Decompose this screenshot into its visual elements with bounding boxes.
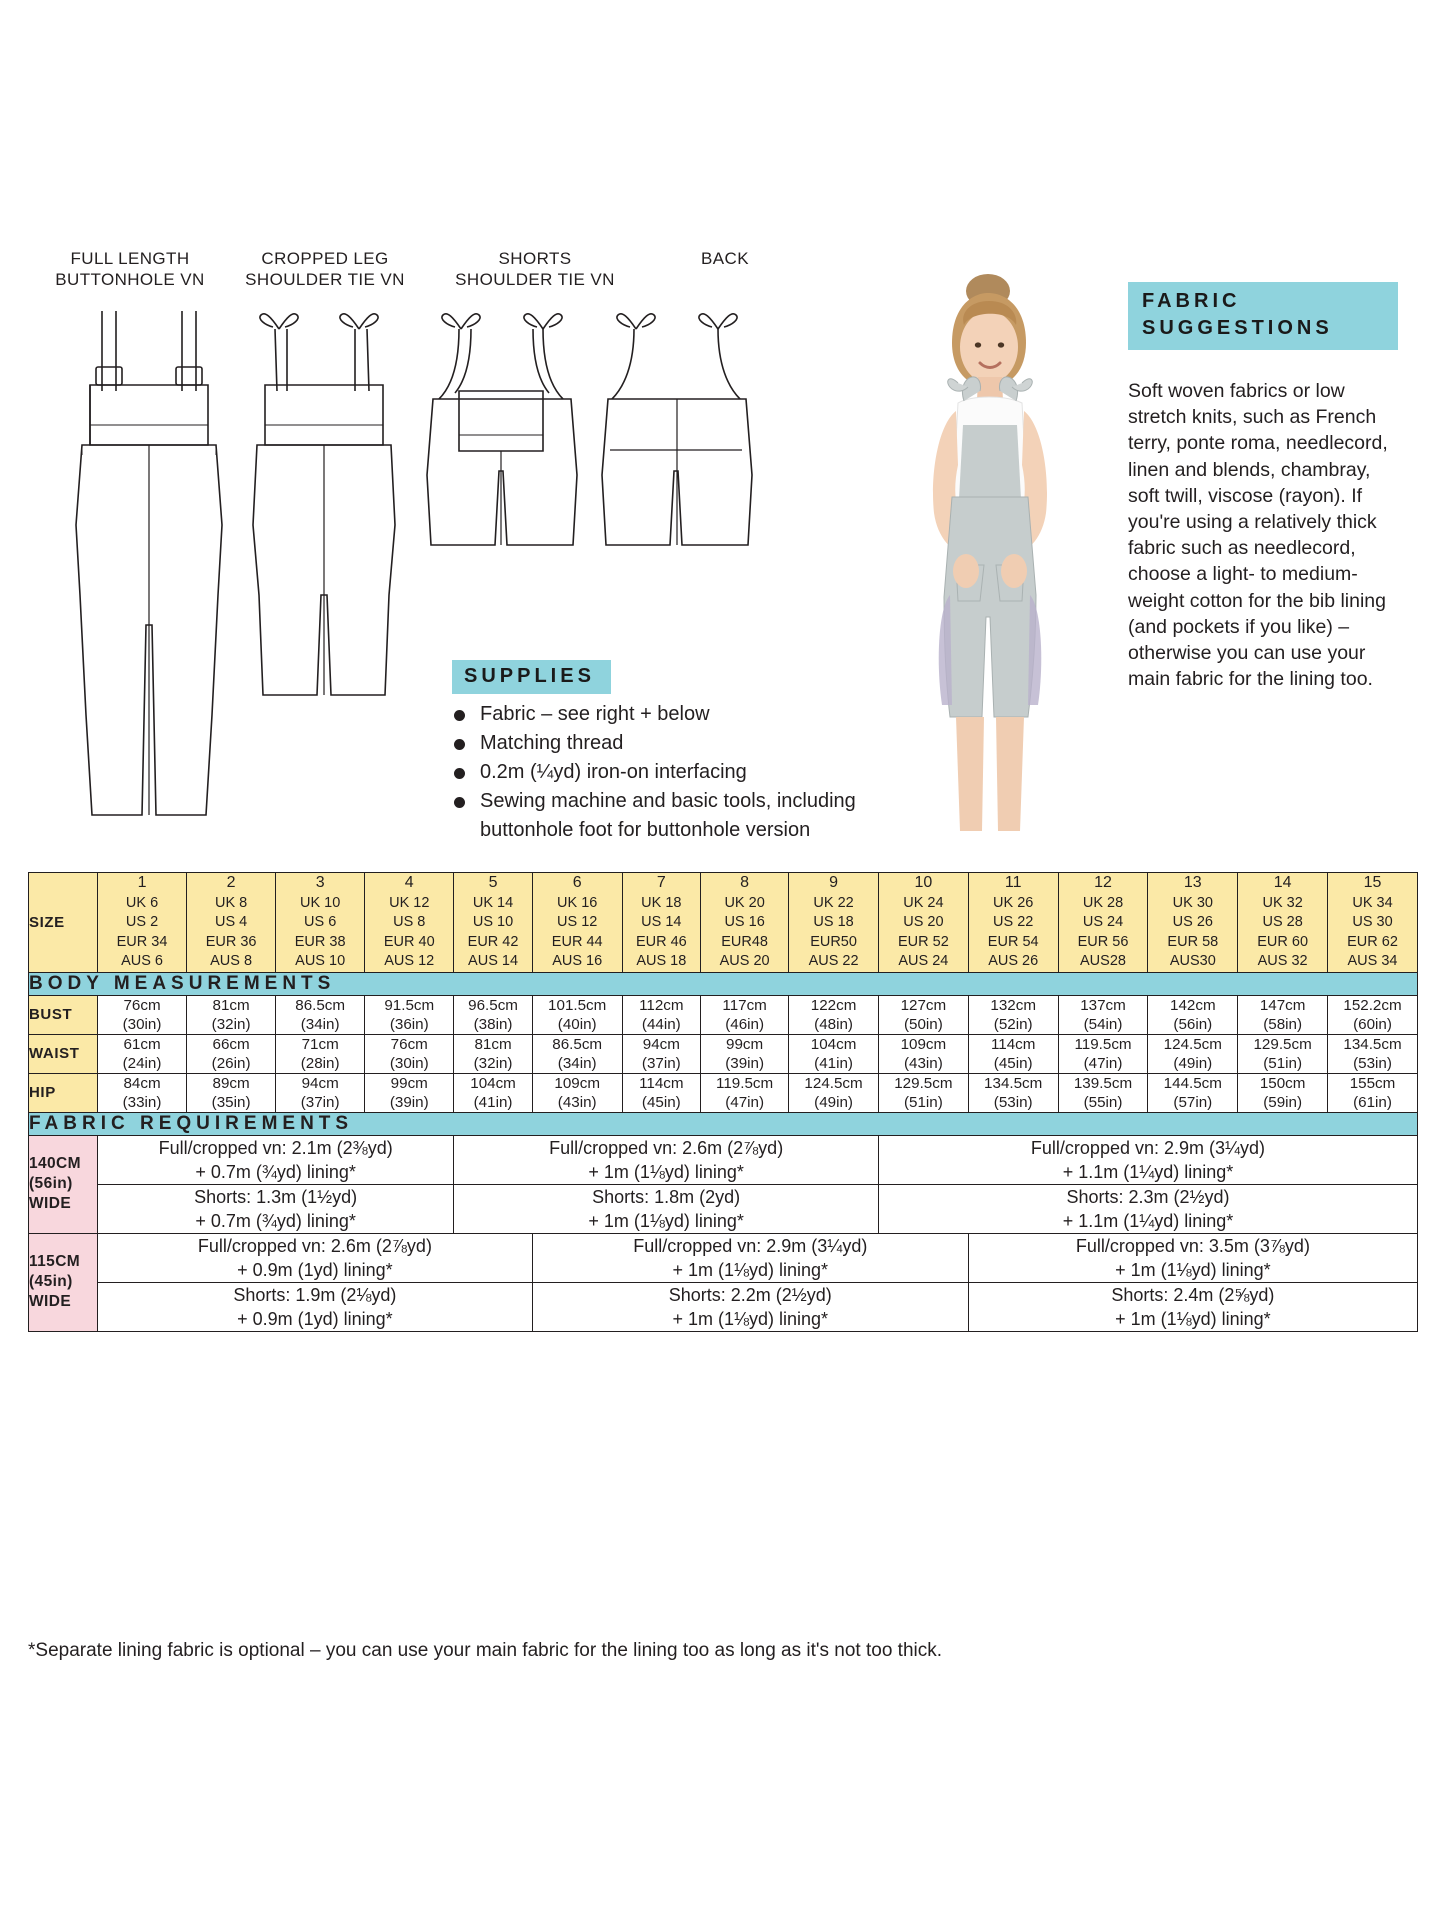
list-item: Sewing machine and basic tools, including buttonhole foot for buttonhole version [452,787,872,845]
measurement-cell: 86.5cm (34in) [532,1034,622,1073]
fabric-requirement-cell: Full/cropped vn: 3.5m (3⅞yd) + 1m (1⅛yd) lining* [968,1233,1417,1282]
fabric-suggestions-heading [1128,282,1398,350]
size-and-fabric-table [28,872,1418,1332]
measurement-cell: 104cm (41in) [454,1073,532,1112]
measurement-cell: 112cm (44in) [622,995,700,1034]
view-label-back: BACK [701,249,749,268]
body-measurements-heading: BODY MEASUREMENTS [29,972,1418,995]
drawing-shorts [415,295,605,595]
row-label: BUST [29,995,98,1034]
size-column-header: 4 UK 12 US 8 EUR 40 AUS 12 [365,873,454,973]
measurement-cell: 127cm (50in) [878,995,968,1034]
measurement-cell: 94cm (37in) [622,1034,700,1073]
measurement-cell: 119.5cm (47in) [701,1073,789,1112]
size-column-header: 15 UK 34 US 30 EUR 62 AUS 34 [1328,873,1418,973]
row-label: HIP [29,1073,98,1112]
fabric-requirement-cell: Full/cropped vn: 2.6m (2⅞yd) + 1m (1⅛yd) lining* [454,1135,879,1184]
measurement-cell: 109cm (43in) [532,1073,622,1112]
fabric-requirement-cell: Shorts: 1.8m (2yd) + 1m (1⅛yd) lining* [454,1184,879,1233]
size-column-header: 3 UK 10 US 6 EUR 38 AUS 10 [276,873,365,973]
view-label-shorts: SHORTS SHOULDER TIE VN [455,249,615,289]
table-row [29,1282,1418,1331]
measurement-cell: 129.5cm (51in) [878,1073,968,1112]
size-column-header: 12 UK 28 US 24 EUR 56 AUS28 [1058,873,1148,973]
measurement-cell: 61cm (24in) [98,1034,187,1073]
measurement-cell: 94cm (37in) [276,1073,365,1112]
model-photo [860,265,1120,845]
view-label-full-length: FULL LENGTH BUTTONHOLE VN [55,249,205,289]
fabric-suggestions-body: Soft woven fabrics or low stretch knits, such as French terry, ponte roma, needlecord, linen and blends, chambray, soft twill, viscose (rayon). If you're using a relatively thick fabric such as needlecord, choose a light- to medium-weight cotton for the bib lining (and pockets if you like) – otherwise you can use your main fabric for the lining too. [1128,380,1388,691]
table-row [29,1073,1418,1112]
fabric-requirement-cell: Shorts: 2.3m (2½yd) + 1.1m (1¼yd) lining* [878,1184,1417,1233]
size-column-header: 14 UK 32 US 28 EUR 60 AUS 32 [1238,873,1328,973]
measurement-cell: 122cm (48in) [789,995,879,1034]
measurement-cell: 101.5cm (40in) [532,995,622,1034]
list-item: Fabric – see right + below [452,700,872,729]
measurement-cell: 89cm (35in) [187,1073,276,1112]
size-column-header: 1 UK 6 US 2 EUR 34 AUS 6 [98,873,187,973]
measurement-cell: 119.5cm (47in) [1058,1034,1148,1073]
measurement-cell: 142cm (56in) [1148,995,1238,1034]
size-column-header: 11 UK 26 US 22 EUR 54 AUS 26 [968,873,1058,973]
fabric-requirement-cell: Full/cropped vn: 2.9m (3¼yd) + 1.1m (1¼yd) lining* [878,1135,1417,1184]
drawing-cropped-leg [235,295,415,755]
fabric-requirement-cell: Shorts: 1.9m (2⅛yd) + 0.9m (1yd) lining* [98,1282,533,1331]
fabric-requirement-cell: Shorts: 1.3m (1½yd) + 0.7m (¾yd) lining* [98,1184,454,1233]
measurement-cell: 152.2cm (60in) [1328,995,1418,1034]
size-column-header: 5 UK 14 US 10 EUR 42 AUS 14 [454,873,532,973]
supplies-list [452,700,872,845]
table-row [29,995,1418,1034]
drawing-full-length [60,295,240,835]
measurement-cell: 134.5cm (53in) [968,1073,1058,1112]
fabric-width-label: 140CM (56in) WIDE [29,1135,98,1233]
section-header-fabric-requirements [29,1112,1418,1135]
measurement-cell: 134.5cm (53in) [1328,1034,1418,1073]
section-header-body-measurements [29,972,1418,995]
size-column-header: 2 UK 8 US 4 EUR 36 AUS 8 [187,873,276,973]
measurement-cell: 99cm (39in) [365,1073,454,1112]
measurement-cell: 76cm (30in) [365,1034,454,1073]
row-label: WAIST [29,1034,98,1073]
measurement-cell: 99cm (39in) [701,1034,789,1073]
measurement-cell: 147cm (58in) [1238,995,1328,1034]
measurement-cell: 150cm (59in) [1238,1073,1328,1112]
measurement-cell: 71cm (28in) [276,1034,365,1073]
table-row [29,1184,1418,1233]
measurement-cell: 124.5cm (49in) [789,1073,879,1112]
table-row [29,1034,1418,1073]
measurement-cell: 117cm (46in) [701,995,789,1034]
size-column-header: 13 UK 30 US 26 EUR 58 AUS30 [1148,873,1238,973]
measurement-cell: 137cm (54in) [1058,995,1148,1034]
measurement-cell: 114cm (45in) [622,1073,700,1112]
measurement-cell: 132cm (52in) [968,995,1058,1034]
size-column-header: 8 UK 20 US 16 EUR48 AUS 20 [701,873,789,973]
measurement-cell: 114cm (45in) [968,1034,1058,1073]
measurement-cell: 96.5cm (38in) [454,995,532,1034]
measurement-cell: 86.5cm (34in) [276,995,365,1034]
drawing-back [590,295,780,595]
fabric-width-label: 115CM (45in) WIDE [29,1233,98,1331]
size-column-header: 6 UK 16 US 12 EUR 44 AUS 16 [532,873,622,973]
supplies-heading: SUPPLIES [452,660,611,694]
measurement-cell: 124.5cm (49in) [1148,1034,1238,1073]
size-label: SIZE [29,873,98,973]
fabric-requirement-cell: Full/cropped vn: 2.9m (3¼yd) + 1m (1⅛yd) lining* [532,1233,968,1282]
table-row-size-header [29,873,1418,973]
fabric-requirements-heading: FABRIC REQUIREMENTS [29,1112,1418,1135]
fabric-suggestions-heading-text: FABRIC SUGGESTIONS [1142,290,1333,339]
footnote: *Separate lining fabric is optional – you can use your main fabric for the lining too as long as it's not too thick. [28,1640,943,1661]
fabric-requirement-cell: Full/cropped vn: 2.6m (2⅞yd) + 0.9m (1yd) lining* [98,1233,533,1282]
size-column-header: 9 UK 22 US 18 EUR50 AUS 22 [789,873,879,973]
list-item: Matching thread [452,729,872,758]
measurement-cell: 155cm (61in) [1328,1073,1418,1112]
measurement-cell: 104cm (41in) [789,1034,879,1073]
size-column-header: 10 UK 24 US 20 EUR 52 AUS 24 [878,873,968,973]
table-row [29,1135,1418,1184]
measurement-cell: 139.5cm (55in) [1058,1073,1148,1112]
fabric-requirement-cell: Shorts: 2.4m (2⅝yd) + 1m (1⅛yd) lining* [968,1282,1417,1331]
fabric-requirement-cell: Shorts: 2.2m (2½yd) + 1m (1⅛yd) lining* [532,1282,968,1331]
measurement-cell: 84cm (33in) [98,1073,187,1112]
fabric-requirement-cell: Full/cropped vn: 2.1m (2⅜yd) + 0.7m (¾yd) lining* [98,1135,454,1184]
size-column-header: 7 UK 18 US 14 EUR 46 AUS 18 [622,873,700,973]
measurement-cell: 81cm (32in) [454,1034,532,1073]
list-item: 0.2m (¼yd) iron-on interfacing [452,758,872,787]
view-label-cropped-leg: CROPPED LEG SHOULDER TIE VN [245,249,405,289]
measurement-cell: 144.5cm (57in) [1148,1073,1238,1112]
measurement-cell: 109cm (43in) [878,1034,968,1073]
measurement-cell: 81cm (32in) [187,995,276,1034]
measurement-cell: 66cm (26in) [187,1034,276,1073]
measurement-cell: 76cm (30in) [98,995,187,1034]
table-row [29,1233,1418,1282]
measurement-cell: 129.5cm (51in) [1238,1034,1328,1073]
measurement-cell: 91.5cm (36in) [365,995,454,1034]
